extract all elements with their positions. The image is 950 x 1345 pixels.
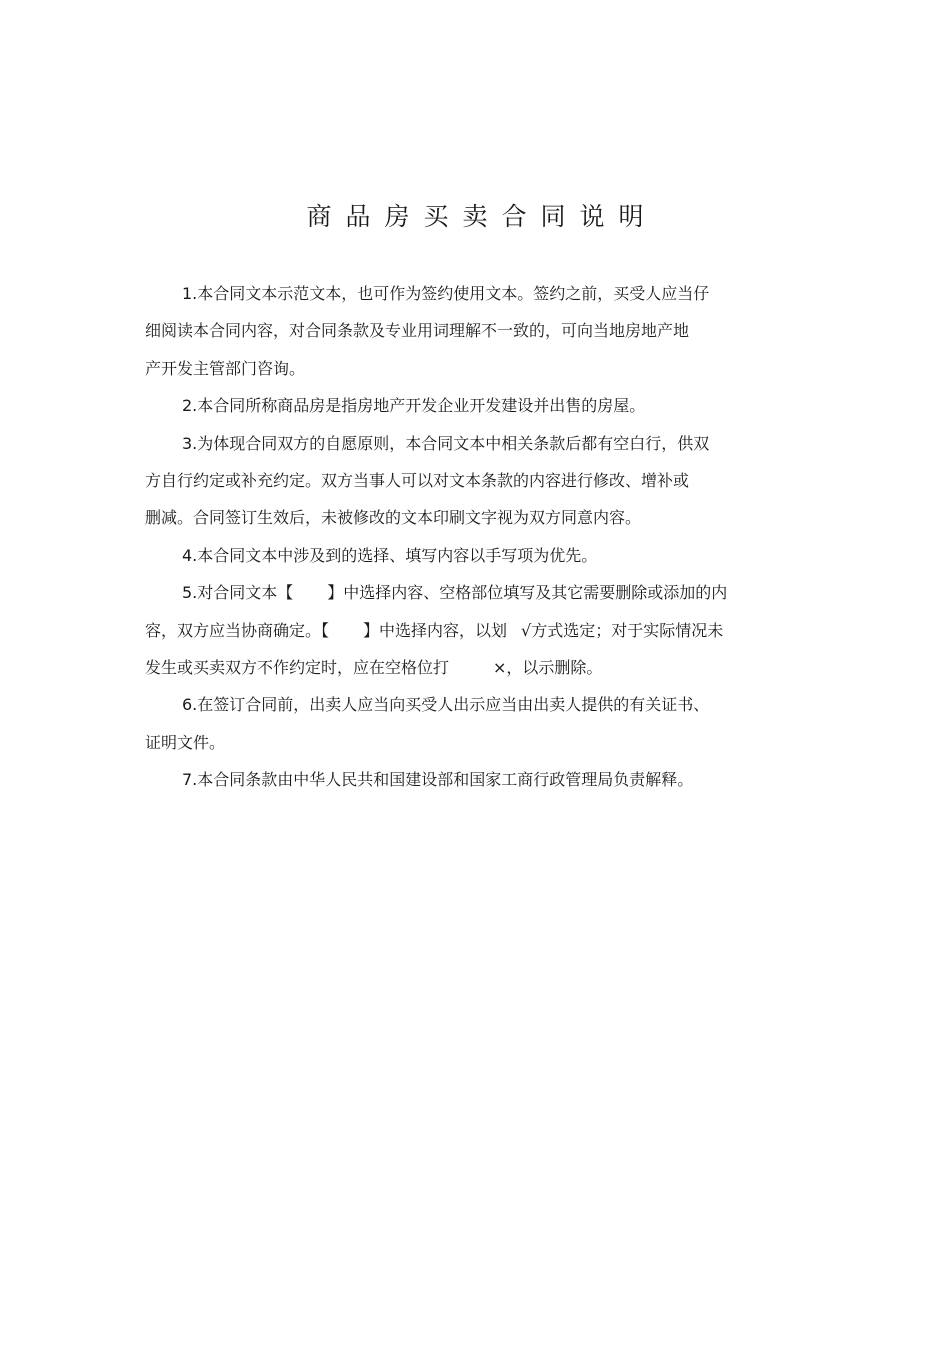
item-1-line-1: 1.本合同文本示范文本，也可作为签约使用文本。签约之前，买受人应当仔 [182, 284, 710, 303]
item-7-line-1: 7.本合同条款由中华人民共和国建设部和国家工商行政管理局负责解释。 [182, 770, 694, 790]
item-4-line-1: 4.本合同文本中涉及到的选择、填写内容以手写项为优先。 [182, 545, 598, 565]
item-1-line-3: 产开发主管部门咨询。 [145, 358, 306, 378]
item-5-line-1 [145, 583, 800, 603]
item-2-line-1: 2.本合同所称商品房是指房地产开发企业开发建设并出售的房屋。 [182, 396, 646, 416]
item-6-line-2: 证明文件。 [145, 732, 226, 752]
document-body [145, 284, 800, 807]
item-5-line-2-a: 容，双方应当协商确定。【 [145, 620, 330, 640]
item-5-line-3 [145, 658, 800, 678]
item-3-line-1: 3.为体现合同双方的自愿原则，本合同文本中相关条款后都有空白行，供双 [182, 433, 710, 453]
item-5-line-1-a: 5.对合同文本【 [182, 583, 294, 603]
item-5-line-3-a: 发生或买卖双方不作约定时，应在空格位打 [145, 657, 450, 677]
item-3-line-2: 方自行约定或补充约定。双方当事人可以对文本条款的内容进行修改、增补或 [145, 470, 690, 490]
item-5-line-3-b: ×，以示删除。 [493, 657, 603, 677]
item-5-line-2-c: √方式选定；对于实际情况未 [521, 620, 724, 640]
item-5-line-1-b: 】中选择内容、空格部位填写及其它需要删除或添加的内 [327, 583, 728, 603]
item-5-line-2-b: 】中选择内容，以划 [363, 620, 508, 640]
item-3-line-3: 删减。合同签订生效后，未被修改的文本印刷文字视为双方同意内容。 [145, 508, 642, 528]
item-5-line-2 [145, 621, 800, 641]
item-6-line-1: 6.在签订合同前，出卖人应当向买受人出示应当由出卖人提供的有关证书、 [182, 695, 710, 715]
document-title: 商品房买卖合同说明 [306, 202, 658, 231]
item-1-line-2: 细阅读本合同内容，对合同条款及专业用词理解不一致的，可向当地房地产地 [145, 321, 690, 341]
